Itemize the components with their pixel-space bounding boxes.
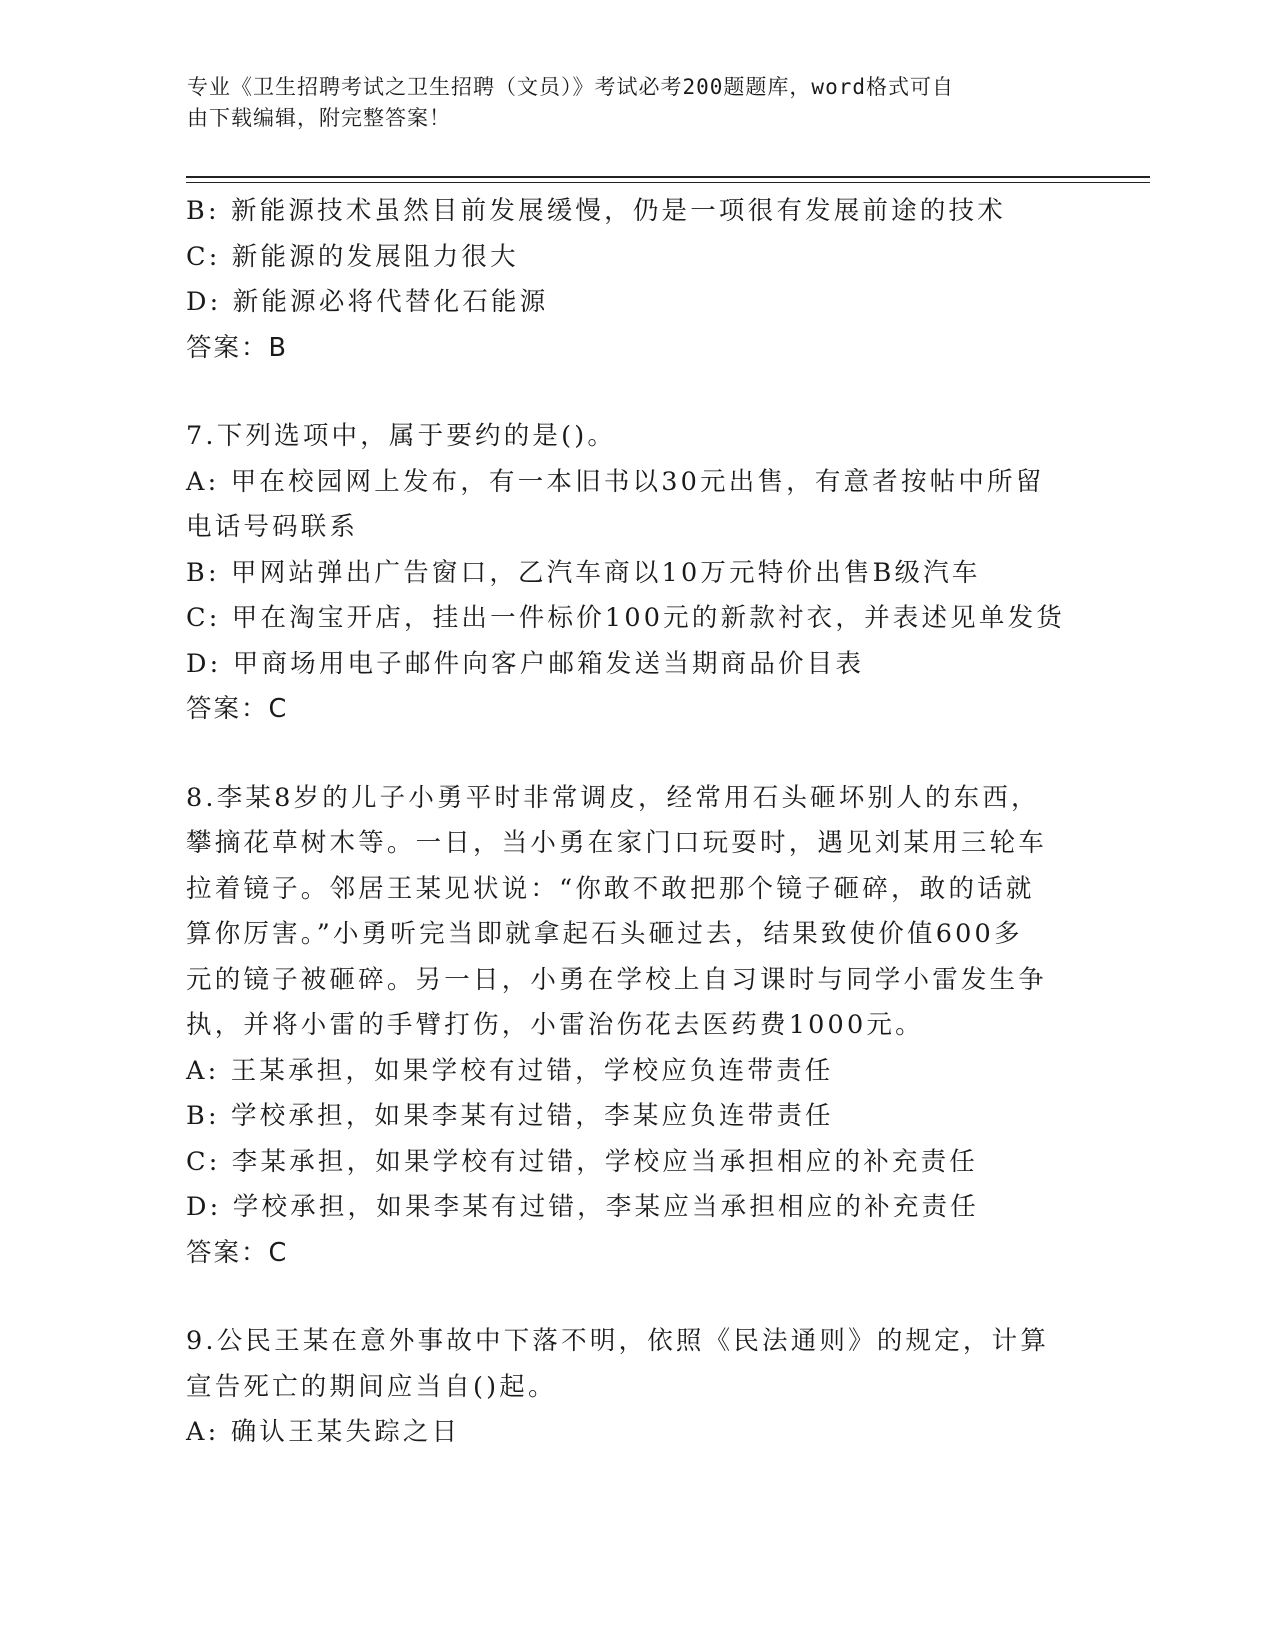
option-item [186,460,1086,551]
document-header [187,72,1067,134]
question-block [186,776,1086,1277]
option-item [186,1185,1086,1231]
option-item [186,551,1086,597]
header-line-1: 专业《卫生招聘考试之卫生招聘（文员）》考试必考200题题库，word格式可自 [187,75,954,99]
option-text: C: 新能源的发展阻力很大 [186,241,519,272]
option-text: D: 新能源必将代替化石能源 [186,287,549,317]
question-block [186,414,1086,733]
option-text: B: 甲网站弹出广告窗口，乙汽车商以10万元特价出售B级汽车 [186,557,981,588]
answer-line: 答案：C [186,1237,289,1268]
option-text: C: 甲在淘宝开店，挂出一件标价100元的新款衬衣，并表述见单发货 [186,603,1065,633]
question-stem-line: 拉着镜子。邻居王某见状说：“你敢不敢把那个镜子砸碎，敢的话就 [186,873,1035,904]
option-text: A: 甲在校园网上发布，有一本旧书以30元出售，有意者按帖中所留 [186,466,1045,497]
question-stem-line: 攀摘花草树木等。一日，当小勇在家门口玩耍时，遇见刘某用三轮车 [186,828,1048,858]
question-spacer [186,733,1086,776]
question-stem-line: 算你厉害。”小勇听完当即就拿起石头砸过去，结果致使价值600多 [186,919,1023,949]
question-block [186,1319,1086,1456]
answer-line: 答案：B [186,332,288,363]
question-spacer [186,371,1086,414]
header-rule-thin [186,182,1150,183]
question-list [186,189,1086,1456]
option-item [186,1410,1086,1456]
question-spacer [186,1276,1086,1319]
option-item [186,189,1086,235]
option-text: A: 王某承担，如果学校有过错，学校应负连带责任 [186,1055,834,1086]
option-item [186,1094,1086,1140]
option-text: B: 学校承担，如果李某有过错，李某应负连带责任 [186,1101,834,1131]
option-text: 电话号码联系 [186,512,359,542]
option-item [186,596,1086,642]
question-stem-line: 执，并将小雷的手臂打伤，小雷治伤花去医药费1000元。 [186,1010,924,1040]
option-item [186,642,1086,688]
option-item [186,1140,1086,1186]
option-item [186,280,1086,326]
header-line-2: 由下载编辑，附完整答案！ [187,106,451,130]
option-text: C: 李某承担，如果学校有过错，学校应当承担相应的补充责任 [186,1146,979,1177]
option-text: D: 甲商场用电子邮件向客户邮箱发送当期商品价目表 [186,648,865,679]
option-text: D: 学校承担，如果李某有过错，李某应当承担相应的补充责任 [186,1192,979,1222]
option-text: A: 确认王某失踪之日 [186,1417,461,1447]
option-text: B: 新能源技术虽然目前发展缓慢，仍是一项很有发展前途的技术 [186,196,1006,226]
question-block [186,189,1086,371]
question-stem-line: 7.下列选项中，属于要约的是()。 [186,421,617,451]
answer-line: 答案：C [186,694,289,724]
option-item [186,1049,1086,1095]
question-stem-line: 8.李某8岁的儿子小勇平时非常调皮，经常用石头砸坏别人的东西， [186,782,1040,813]
question-stem-line: 宣告死亡的期间应当自()起。 [186,1371,557,1402]
question-stem-line: 9.公民王某在意外事故中下落不明，依照《民法通则》的规定，计算 [186,1326,1050,1356]
option-item [186,235,1086,281]
header-rule-thick [186,176,1150,178]
question-stem-line: 元的镜子被砸碎。另一日，小勇在学校上自习课时与同学小雷发生争 [186,964,1048,995]
